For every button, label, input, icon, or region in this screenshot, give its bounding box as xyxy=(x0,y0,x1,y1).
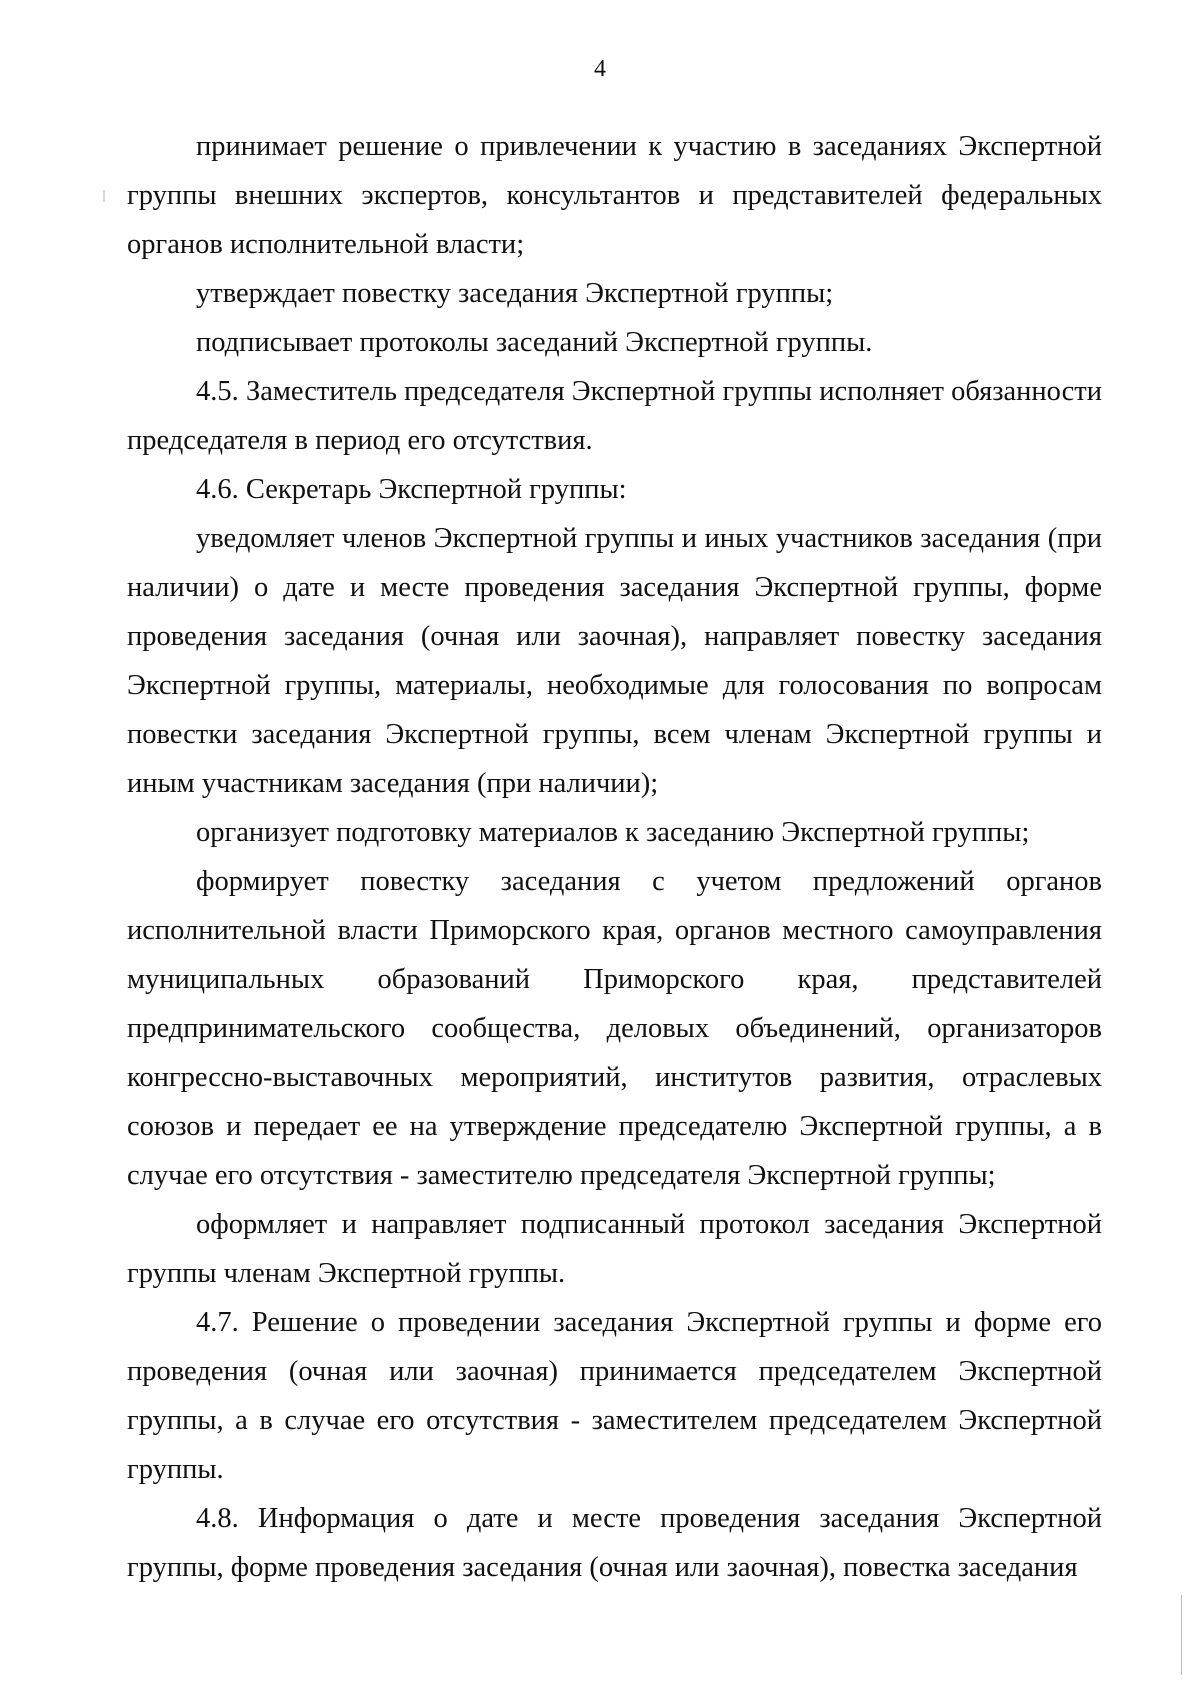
paragraph-4-6-secretary: 4.6. Секретарь Экспертной группы: xyxy=(196,474,627,505)
paragraph-4-7-meeting-decision: 4.7. Решение о проведении заседания Экспертной группы и форме его проведения (очная или заочная) принимается председателем Экспертной группы, а в случае его отсутствия - заместителем председателем Экспертной группы. xyxy=(127,1307,1102,1485)
paragraph-approve-agenda: утверждает повестку заседания Экспертной группы; xyxy=(196,278,834,309)
paragraph-notify-members: уведомляет членов Экспертной группы и иных участников заседания (при наличии) о дате и месте проведения заседания Экспертной группы, форме проведения заседания (очная или заочная), направляет повестку заседания Экспертной группы, материалы, необходимые для голосования по вопросам повестки заседания Экспертной группы, всем членам Экспертной группы и иным участникам заседания (при наличии); xyxy=(127,523,1102,799)
scan-edge-mark xyxy=(1181,1595,1182,1675)
paragraph-invite-experts: принимает решение о привлечении к участию в заседаниях Экспертной группы внешних экспертов, консультантов и представителей федеральных органов исполнительной власти; xyxy=(127,131,1102,260)
paragraph-sign-protocols: подписывает протоколы заседаний Экспертной группы. xyxy=(196,327,873,358)
paragraph-prepare-materials: организует подготовку материалов к заседанию Экспертной группы; xyxy=(196,817,1030,848)
document-body xyxy=(127,122,1102,1592)
paragraph-form-agenda: формирует повестку заседания с учетом предложений органов исполнительной власти Приморского края, органов местного самоуправления муниципальных образований Приморского края, представителей предпринимательского сообщества, деловых объединений, организаторов конгрессно-выставочных мероприятий, институтов развития, отраслевых союзов и передает ее на утверждение председателю Экспертной группы, а в случае его отсутствия - заместителю председателя Экспертной группы; xyxy=(127,866,1102,1191)
paragraph-4-5-deputy-chair: 4.5. Заместитель председателя Экспертной группы исполняет обязанности председателя в период его отсутствия. xyxy=(127,376,1102,456)
paragraph-4-8-meeting-info: 4.8. Информация о дате и месте проведения заседания Экспертной группы, форме проведения заседания (очная или заочная), повестка заседания xyxy=(127,1503,1102,1583)
scan-speck xyxy=(103,190,105,202)
page-number: 4 xyxy=(594,56,606,82)
paragraph-send-protocol: оформляет и направляет подписанный протокол заседания Экспертной группы членам Экспертной группы. xyxy=(127,1209,1102,1289)
